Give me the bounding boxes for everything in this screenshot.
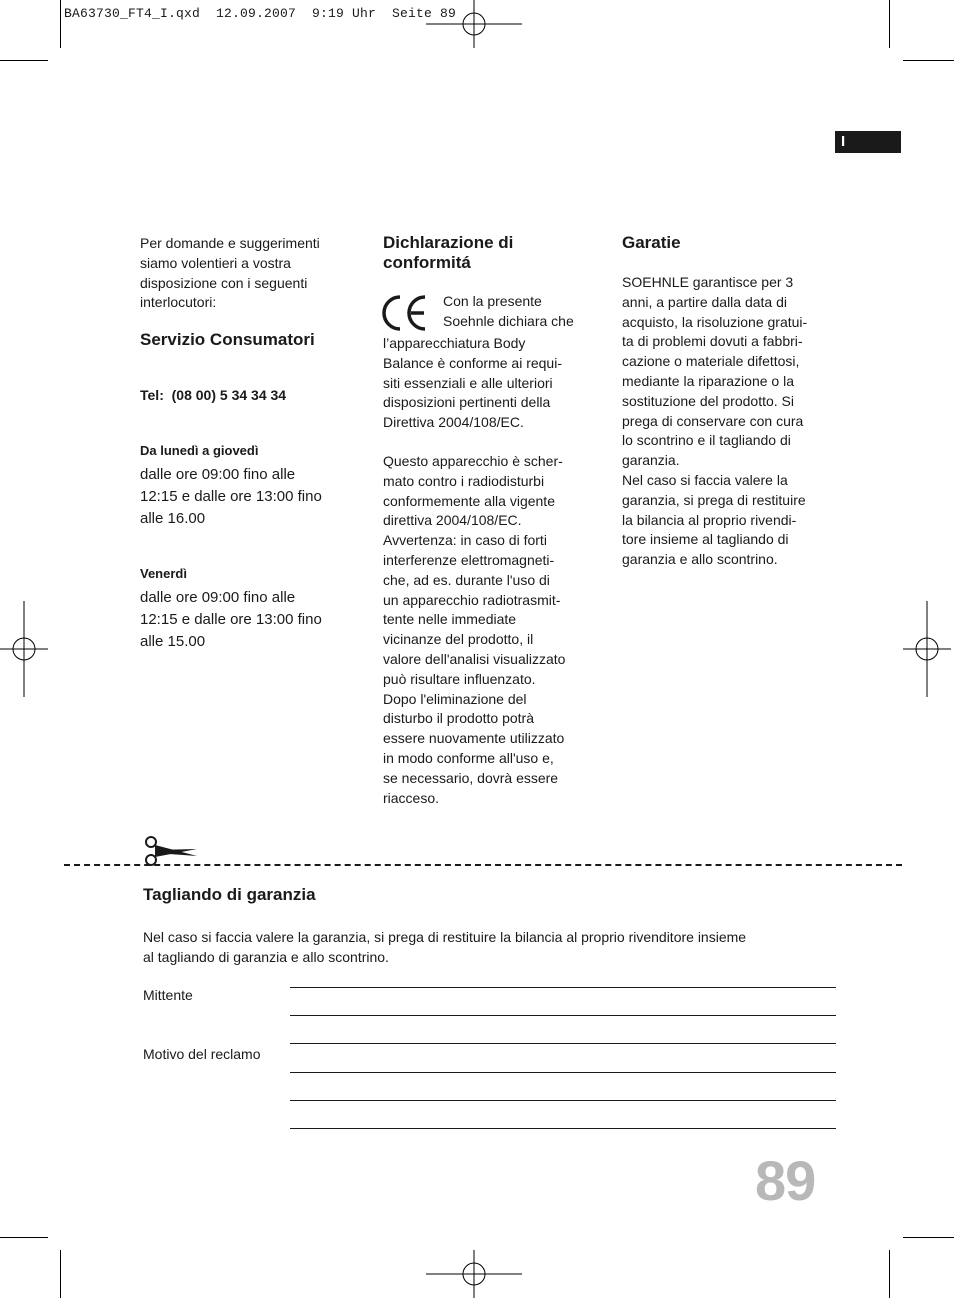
sender-field-line[interactable] [290, 987, 836, 988]
crop-mark [889, 0, 890, 48]
telephone-line [140, 386, 360, 406]
declaration-column [383, 233, 598, 808]
contacts-column [140, 234, 360, 653]
warranty-column [622, 233, 847, 570]
weekday-label: Da lunedì a giovedì [140, 442, 259, 458]
crop-mark [60, 0, 61, 48]
print-slug: BA63730_FT4_I.qxd 12.09.2007 9:19 Uhr Seite 89 [64, 6, 457, 21]
registration-mark-icon [426, 0, 524, 50]
sender-field-line[interactable] [290, 1015, 836, 1016]
page-number: 89 [755, 1149, 816, 1212]
declaration-text-aside: Con la presente Soehnle dichiara che [443, 293, 574, 329]
reason-field-line[interactable] [290, 1072, 836, 1073]
warranty-title: Garatie [622, 233, 681, 252]
reason-field-line[interactable] [290, 1128, 836, 1129]
registration-mark-icon [903, 601, 951, 697]
crop-mark [0, 1237, 48, 1238]
registration-mark-icon [426, 1250, 524, 1298]
coupon-section [143, 885, 843, 968]
coupon-text: Nel caso si faccia valere la garanzia, si prega di restituire la bilancia al proprio rivenditore insieme al tagliando di garanzia e allo scontrino. [143, 929, 747, 965]
warranty-text: SOEHNLE garantisce per 3 anni, a partire dalla data di acquisto, la risoluzione gratui- ta di problemi dovuti a fabbri- cazione o materiale difettosi, mediante la riparazione o la sostituzione del prodotto. Si prega di conservare con cura lo scontrino e il tagliando di garanzia. Nel caso si faccia valere la garanzia, si prega di restituire la bilancia al proprio rivendi- tore insieme al tagliando di garanzia e allo scontrino. [622, 274, 808, 568]
crop-mark [0, 60, 48, 61]
friday-hours: dalle ore 09:00 fino alle 12:15 e dalle ore 13:00 fino alle 15.00 [140, 588, 322, 650]
telephone-number: (08 00) 5 34 34 34 [171, 387, 287, 404]
crop-mark [903, 1237, 954, 1238]
crop-mark [889, 1250, 890, 1298]
weekday-hours: dalle ore 09:00 fino alle 12:15 e dalle ore 13:00 fino alle 16.00 [140, 465, 322, 527]
cut-line [64, 864, 902, 866]
reason-field-line[interactable] [290, 1100, 836, 1101]
coupon-title: Tagliando di garanzia [143, 885, 316, 904]
registration-mark-icon [0, 601, 48, 697]
telephone-label: Tel: [140, 387, 164, 404]
crop-mark [60, 1250, 61, 1298]
reason-label: Motivo del reclamo [143, 1046, 261, 1062]
declaration-text: l’apparecchiatura Body Balance è conforme ai requi- siti essenziali e alle ulteriori disposizioni pertinenti della Direttiva 2004/108/EC. [383, 335, 562, 431]
language-tab: I [835, 131, 901, 153]
interference-text: Questo apparecchio è scher- mato contro i radiodisturbi conformemente alla vigente direttiva 2004/108/EC. Avvertenza: in caso di forti interferenze elettromagneti- che, ad es. durante l'uso di un apparecchio radiotrasmit- tente nelle immediate vicinanze del prodotto, il valore dell'analisi visualizzato può risultare influenzato. Dopo l'eliminazione del disturbo il prodotto potrà essere nuovamente utilizzato in modo conforme all'uso e, se necessario, dovrà essere riacceso. [383, 452, 566, 806]
ce-mark-icon [381, 294, 429, 332]
crop-mark [903, 60, 954, 61]
scissors-icon [141, 834, 199, 868]
sender-label: Mittente [143, 987, 193, 1003]
service-title: Servizio Consumatori [140, 330, 315, 350]
contacts-intro: Per domande e suggerimenti siamo volentieri a vostra disposizione con i seguenti interlocutori: [140, 235, 320, 311]
declaration-title: Dichlarazione di conformitá [383, 233, 514, 272]
declaration-ce-block [383, 294, 598, 334]
reason-field-line[interactable] [290, 1043, 836, 1044]
friday-label: Venerdì [140, 565, 187, 581]
